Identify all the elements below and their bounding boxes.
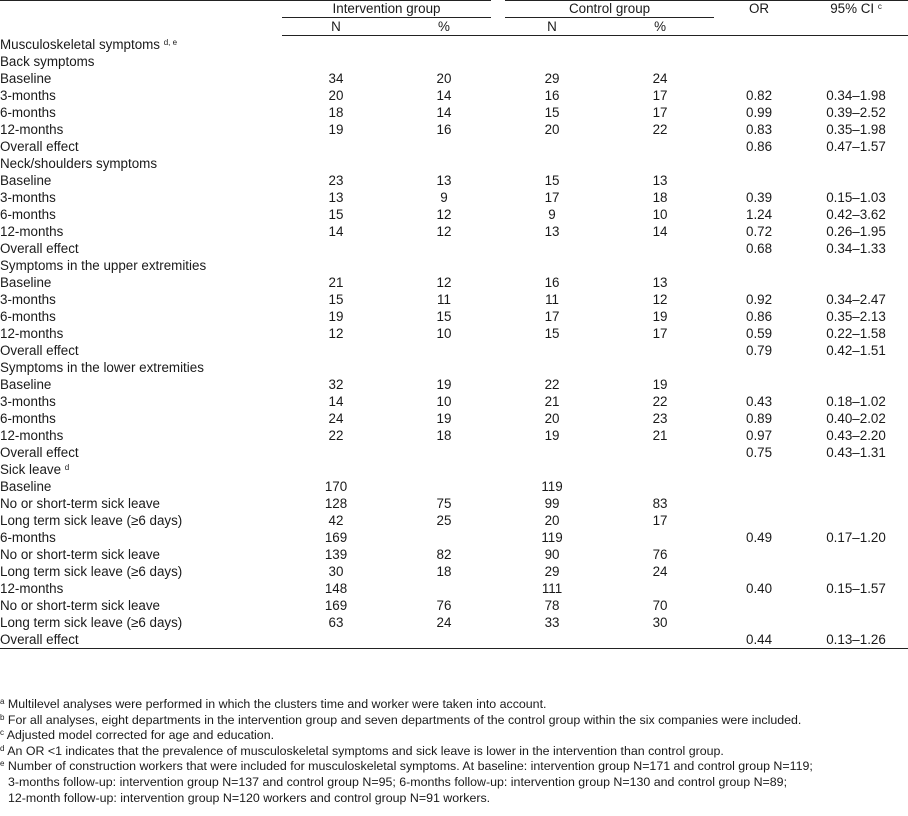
table-row [0,478,908,495]
confidence-interval: 0.40–2.02 [826,411,886,426]
control-n: 11 [545,292,559,307]
control-n: 78 [544,598,560,613]
confidence-interval [804,512,908,529]
odds-ratio: 0.86 [746,139,773,154]
table-row [0,70,908,87]
section-row [0,155,908,172]
confidence-interval: 0.47–1.57 [826,139,886,154]
odds-ratio: 0.92 [746,292,773,307]
table-row [0,512,908,529]
odds-ratio: 0.39 [746,190,773,205]
intervention-pct [390,444,498,461]
confidence-interval: 0.43–2.20 [826,428,886,443]
table-row [0,427,908,444]
intervention-n: 34 [328,71,344,86]
table-row [0,410,908,427]
intervention-pct [390,138,498,155]
footnote-c: $^c$ Adjusted model corrected for age and education. [0,728,275,743]
control-pct: 21 [652,428,668,443]
footnote-d: $^d$ An OR <1 indicates that the prevalence of musculoskeletal symptoms and sick leave is lower in the intervention than control group. [0,743,724,758]
control-n: 119 [541,479,563,494]
row-label: 6-months [0,309,56,324]
table-row [0,529,908,546]
odds-ratio: 0.83 [746,122,773,137]
control-n: 90 [544,547,560,562]
control-n [498,631,606,649]
odds-ratio: 0.72 [746,224,773,239]
odds-ratio: 0.89 [746,411,773,426]
control-pct: 22 [652,122,668,137]
ci-header: 95% CI $^c$ [830,1,882,17]
table-row [0,342,908,359]
confidence-interval [804,172,908,189]
confidence-interval: 0.43–1.31 [826,445,886,460]
control-n: 15 [544,326,560,341]
intervention-group-header: Intervention group [282,0,498,18]
control-pct: 14 [652,224,668,239]
intervention-pct: 9 [440,190,448,205]
confidence-interval [804,70,908,87]
confidence-interval: 0.34–1.98 [826,88,886,103]
row-label: 3-months [0,190,56,205]
intervention-n: 32 [328,377,344,392]
intervention-n [282,444,390,461]
control-pct [606,138,714,155]
row-label: Overall effect [0,343,79,358]
control-pct: 17 [652,326,668,341]
intervention-pct: 18 [436,428,452,443]
row-label: 3-months [0,88,56,103]
table-row [0,274,908,291]
intervention-n: 170 [324,479,348,494]
control-pct: 13 [652,275,668,290]
confidence-interval [804,478,908,495]
intervention-pct [390,529,498,546]
intervention-pct: 12 [436,224,452,239]
control-pct [606,631,714,649]
control-pct [606,444,714,461]
control-n [498,342,606,359]
odds-ratio: 0.43 [746,394,773,409]
control-n: 20 [544,411,560,426]
intervention-n: 23 [328,173,344,188]
confidence-interval: 0.15–1.03 [826,190,886,205]
intervention-n: 12 [328,326,344,341]
intervention-pct: 10 [436,394,452,409]
intervention-pct: 13 [436,173,452,188]
confidence-interval [804,376,908,393]
section-title: Neck/shoulders symptoms [0,156,158,171]
row-label: Overall effect [0,445,79,460]
control-n: 9 [548,207,556,222]
intervention-pct: 20 [436,71,452,86]
confidence-interval: 0.34–2.47 [826,292,886,307]
row-label: 12-months [0,326,64,341]
control-n: 29 [544,564,560,579]
row-label: Baseline [0,71,52,86]
section-row [0,359,908,376]
footnote-line: An OR <1 indicates that the prevalence of musculoskeletal symptoms and sick leave is lower in the intervention than control group. [7,743,724,758]
control-n: 16 [544,88,560,103]
intervention-n: 148 [324,581,348,596]
confidence-interval [804,546,908,563]
intervention-n [282,631,390,649]
row-label: Baseline [0,275,52,290]
intervention-pct: 14 [436,105,452,120]
or-header: OR [748,1,770,17]
intervention-n: 19 [328,122,344,137]
confidence-interval [804,563,908,580]
section-title: Symptoms in the lower extremities [0,360,204,375]
table-row [0,631,908,649]
intervention-n: 139 [324,547,348,562]
intervention-n: 18 [328,105,344,120]
intervention-n: 15 [328,207,344,222]
odds-ratio: 0.44 [714,631,804,649]
odds-ratio [714,597,804,614]
odds-ratio [714,495,804,512]
odds-ratio [714,172,804,189]
table-row [0,308,908,325]
control-pct [606,580,714,597]
table-row [0,223,908,240]
intervention-n: 30 [328,564,344,579]
odds-ratio: 0.97 [746,428,773,443]
table-row [0,563,908,580]
control-pct: 17 [652,105,668,120]
table-header [0,0,908,36]
row-label: 12-months [0,428,64,443]
control-group-header: Control group [498,0,714,18]
confidence-interval [804,597,908,614]
section-row [0,53,908,70]
intervention-pct [390,342,498,359]
control-pct [606,478,714,495]
confidence-interval [804,274,908,291]
control-n: 17 [544,190,560,205]
intervention-n: 21 [328,275,344,290]
footnote-line: 3-months follow-up: intervention group N=137 and control group N=95; 6-months follow-up: intervention group N=130 and control group N=89; [8,774,788,789]
row-label: 6-months [0,530,56,545]
footnote-a: $^a$ Multilevel analyses were performed in which the clusters time and worker were taken into account. [0,697,547,711]
control-pct: 24 [652,564,668,579]
intervention-n [282,240,390,257]
control-pct: 19 [652,309,668,324]
row-label: 3-months [0,394,56,409]
control-n: 33 [544,615,560,630]
row-label: 3-months [0,292,56,307]
section-title: Back symptoms [0,54,95,69]
odds-ratio: 0.59 [746,326,773,341]
control-n: 21 [544,394,560,409]
intervention-pct: 15 [436,309,452,324]
odds-ratio [714,512,804,529]
intervention-pct: 18 [436,564,452,579]
control-n: 15 [544,173,560,188]
confidence-interval: 0.13–1.26 [804,631,908,649]
odds-ratio: 0.99 [746,105,773,120]
confidence-interval: 0.26–1.95 [826,224,886,239]
control-pct: 10 [652,207,668,222]
intervention-n: 128 [324,496,348,511]
table-row [0,597,908,614]
row-label: 6-months [0,105,56,120]
confidence-interval: 0.18–1.02 [826,394,886,409]
intervention-pct: 75 [436,496,452,511]
table-row [0,138,908,155]
confidence-interval: 0.42–1.51 [826,343,886,358]
control-n: 15 [544,105,560,120]
footnote-line: Adjusted model corrected for age and education. [6,728,275,743]
control-pct: 13 [652,173,668,188]
odds-ratio: 0.49 [746,530,773,545]
control-pct: 17 [652,513,668,528]
row-label: 6-months [0,411,56,426]
control-n: 119 [541,530,563,545]
confidence-interval: 0.22–1.58 [826,326,886,341]
confidence-interval: 0.42–3.62 [826,207,886,222]
section-row [0,36,908,54]
intervention-pct [390,631,498,649]
table-row [0,189,908,206]
row-label: 12-months [0,122,64,137]
confidence-interval [804,495,908,512]
row-label: Baseline [0,377,52,392]
table-row [0,104,908,121]
control-pct [606,342,714,359]
row-label: 12-months [0,581,64,596]
section-title: Musculoskeletal symptoms $^{d, e}$ [0,36,178,52]
table-body [0,36,908,649]
row-label: Long term sick leave (≥6 days) [0,615,183,630]
control-pct: 17 [652,88,668,103]
footnote-b: $^b$ For all analyses, eight departments in the intervention group and seven departments of the control group within the six companies were included. [0,712,802,727]
confidence-interval: 0.35–2.13 [826,309,886,324]
odds-ratio: 0.40 [746,581,773,596]
footnotes [0,697,908,806]
table-row [0,87,908,104]
table-row [0,376,908,393]
odds-ratio: 0.86 [746,309,773,324]
row-label: Overall effect [0,631,282,649]
control-n: 20 [544,122,560,137]
intervention-n-header: N [282,18,390,36]
intervention-pct-header: % [390,18,498,36]
intervention-n: 20 [328,88,344,103]
row-label: Overall effect [0,139,79,154]
table-row [0,444,908,461]
table-row [0,580,908,597]
row-label: Long term sick leave (≥6 days) [0,513,183,528]
table-row [0,546,908,563]
table-row [0,495,908,512]
control-pct-header: % [606,18,714,36]
control-n: 17 [544,309,560,324]
intervention-pct: 12 [436,275,452,290]
footnote-line: Multilevel analyses were performed in which the clusters time and worker were taken into account. [7,697,547,711]
control-n [498,444,606,461]
intervention-pct: 19 [436,411,452,426]
odds-ratio: 0.75 [746,445,773,460]
control-pct: 23 [652,411,668,426]
control-pct: 76 [652,547,668,562]
control-pct: 83 [652,496,668,511]
confidence-interval: 0.17–1.20 [826,530,886,545]
odds-ratio [714,70,804,87]
odds-ratio [714,546,804,563]
control-pct: 22 [652,394,668,409]
control-n: 99 [544,496,560,511]
odds-ratio [714,274,804,291]
odds-ratio: 0.82 [746,88,773,103]
footnote-line: For all analyses, eight departments in the intervention group and seven departments of the control group within the six companies were included. [7,712,802,727]
intervention-n: 15 [328,292,344,307]
table-row [0,614,908,631]
intervention-pct: 24 [436,615,452,630]
control-n: 20 [544,513,560,528]
intervention-pct: 14 [436,88,452,103]
table-row [0,393,908,410]
intervention-n: 24 [328,411,344,426]
odds-ratio: 1.24 [746,207,773,222]
table-row [0,172,908,189]
control-pct: 70 [652,598,668,613]
intervention-pct: 82 [436,547,452,562]
row-label: Long term sick leave (≥6 days) [0,564,183,579]
confidence-interval [804,614,908,631]
intervention-n: 14 [328,224,344,239]
intervention-n: 169 [324,598,348,613]
intervention-pct: 11 [437,292,451,307]
section-row [0,257,908,274]
intervention-pct [390,580,498,597]
control-n: 22 [544,377,560,392]
section-title: Symptoms in the upper extremities [0,258,207,273]
odds-ratio [714,376,804,393]
control-n: 111 [541,581,563,596]
control-pct [606,529,714,546]
odds-ratio [714,563,804,580]
intervention-n: 19 [328,309,344,324]
table-row [0,121,908,138]
control-pct: 12 [652,292,668,307]
control-n: 13 [544,224,560,239]
control-n [498,240,606,257]
row-label: No or short-term sick leave [0,547,160,562]
row-label: 12-months [0,224,64,239]
intervention-n: 63 [328,615,344,630]
intervention-n: 13 [328,190,344,205]
intervention-pct: 16 [436,122,452,137]
row-label: Baseline [0,173,52,188]
control-n: 29 [544,71,560,86]
section-title: Sick leave $^d$ [0,462,70,477]
odds-ratio [714,478,804,495]
intervention-n: 22 [328,428,344,443]
control-n-header: N [498,18,606,36]
table-row [0,291,908,308]
intervention-pct [390,478,498,495]
odds-ratio [714,614,804,631]
confidence-interval: 0.15–1.57 [826,581,886,596]
intervention-pct: 76 [436,598,452,613]
confidence-interval: 0.34–1.33 [826,241,886,256]
footnote-e: $^e$ Number of construction workers that were included for musculoskeletal symptoms. At baseline: intervention group N=171 and control group N=119; 3-months follow-up: intervention group N=137 and control group N=95; 6-months follow-up: intervention group N=130 and control group N=89; 12-month follow-up: intervention group N=120 workers and control group N=91 workers. [0,759,908,806]
odds-ratio: 0.79 [746,343,773,358]
row-label: 6-months [0,207,56,222]
intervention-n: 14 [328,394,344,409]
control-n: 19 [544,428,560,443]
intervention-n: 169 [324,530,348,545]
control-pct: 30 [652,615,668,630]
table-row [0,206,908,223]
intervention-n [282,342,390,359]
odds-ratio: 0.68 [746,241,773,256]
row-label: Baseline [0,479,52,494]
intervention-pct [390,240,498,257]
footnote-line: 12-month follow-up: intervention group N=120 workers and control group N=91 workers. [8,790,491,805]
row-label: No or short-term sick leave [0,598,160,613]
table-row [0,240,908,257]
intervention-n: 42 [328,513,344,528]
confidence-interval: 0.39–2.52 [826,105,886,120]
footnote-line: Number of construction workers that were included for musculoskeletal symptoms. At baseline: intervention group N=171 and control group N=119; [7,759,813,774]
intervention-n [282,138,390,155]
control-n [498,138,606,155]
section-row [0,461,908,478]
row-label: No or short-term sick leave [0,496,160,511]
intervention-pct: 19 [436,377,452,392]
table-row [0,325,908,342]
control-pct: 18 [652,190,668,205]
control-pct: 24 [652,71,668,86]
intervention-pct: 25 [436,513,452,528]
control-pct: 19 [652,377,668,392]
control-n: 16 [544,275,560,290]
row-label: Overall effect [0,241,79,256]
intervention-pct: 12 [436,207,452,222]
intervention-pct: 10 [436,326,452,341]
control-pct [606,240,714,257]
confidence-interval: 0.35–1.98 [826,122,886,137]
